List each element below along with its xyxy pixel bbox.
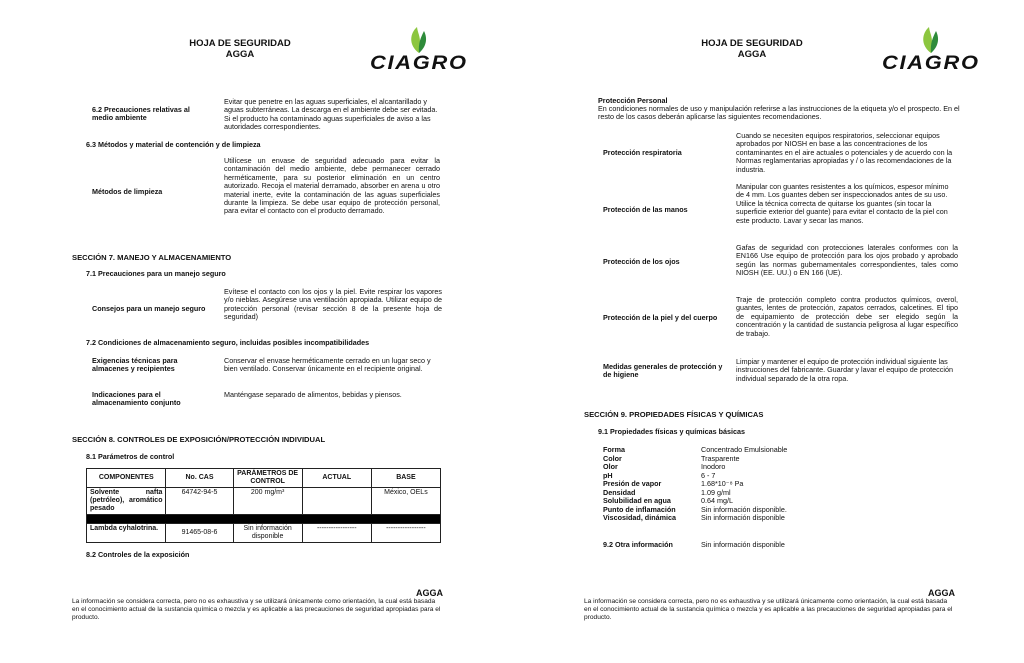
- cell-cas: 64742-94-5: [166, 488, 233, 515]
- ciagro-logo: [882, 25, 982, 73]
- property-row: pH 6 - 7: [603, 470, 716, 480]
- hygiene-text: Limpiar y mantener el equipo de protección individual siguiente las instrucciones del fabricante. Guardar y lavar el equipo de protección individual separado de la otra ropa.: [736, 357, 953, 383]
- sec8-heading: SECCIÓN 8. CONTROLES DE EXPOSICIÓN/PROTECCIÓN INDIVIDUAL: [72, 435, 326, 444]
- s62-label: 6.2 Precauciones relativas al medio ambiente: [92, 105, 190, 123]
- footer-disclaimer: La información se considera correcta, pero no es exhaustiva y se utilizará únicamente como orientación, la cual está basada en el conocimiento actual de la sustancia química o mezcla y es aplicable a las precauciones de seguridad apropiadas para el producto.: [584, 598, 953, 621]
- s91-heading: 9.1 Propiedades físicas y químicas básicas: [598, 427, 746, 436]
- s72a-label: Exigencias técnicas para almacenes y recipientes: [92, 356, 178, 374]
- property-row: Viscosidad, dinámica Sin información disponible: [603, 513, 785, 522]
- property-row: Color Trasparente: [603, 453, 740, 463]
- table-row: [87, 488, 441, 515]
- cell-actual: [302, 488, 371, 515]
- property-row: Presión de vapor 1.68*10⁻⁸ Pa: [603, 479, 744, 488]
- logo-text: CIAGRO: [370, 53, 468, 74]
- skin-label: Protección de la piel y del cuerpo: [603, 313, 718, 322]
- pp-heading: Protección Personal: [598, 96, 668, 105]
- leaf-icon: [916, 25, 946, 55]
- s71-label: Consejos para un manejo seguro: [92, 304, 206, 313]
- s72b-label: Indicaciones para el almacenamiento conjunto: [92, 390, 181, 408]
- cell-component: Lambda cyhalotrina.: [87, 524, 166, 543]
- resp-label: Protección respiratoria: [603, 148, 682, 157]
- logo-text: CIAGRO: [882, 53, 980, 74]
- cell-component: Solvente nafta (petróleo), aromático pesado: [87, 488, 166, 515]
- property-row: Solubilidad en agua 0.64 mg/L: [603, 496, 733, 505]
- document-title: HOJA DE SEGURIDAD AGGA: [189, 38, 291, 60]
- s71-text: Evítese el contacto con los ojos y la piel. Evite respirar los vapores y/o nieblas. Asegúrese una ventilación apropiada. Utilizar equipo de protección personal (revisar sección 8 de la presente hoja de seguridad): [224, 287, 442, 322]
- control-parameters-table: [86, 468, 441, 543]
- hands-text: Manipular con guantes resistentes a los químicos, espesor mínimo de 4 mm. Los guantes deben ser inspeccionados antes de su uso. Utilice la técnica correcta de quitarse los guantes (sin tocar la superficie exterior del guante) para evitar el contacto de la piel con este producto. Lavar y secar las manos.: [736, 182, 949, 225]
- leaf-icon: [404, 25, 434, 55]
- s81-heading: 8.1 Parámetros de control: [86, 452, 175, 461]
- property-row: Forma Concentrado Emulsionable: [603, 445, 788, 454]
- property-row: Densidad 1.09 g/ml: [603, 487, 731, 497]
- eyes-label: Protección de los ojos: [603, 257, 680, 266]
- footer-product: AGGA: [928, 588, 955, 598]
- properties-list: [603, 446, 903, 523]
- cell-base: México, OELs: [371, 488, 440, 515]
- cell-actual: -----------------: [302, 524, 371, 543]
- s92-value: Sin información disponible: [701, 540, 785, 549]
- col-header: BASE: [371, 469, 440, 488]
- s72-heading: 7.2 Condiciones de almacenamiento seguro, incluidas posibles incompatibilidades: [86, 338, 370, 347]
- document-title: HOJA DE SEGURIDAD AGGA: [701, 38, 803, 60]
- right-page: [512, 0, 1024, 663]
- s71-heading: 7.1 Precauciones para un manejo seguro: [86, 269, 226, 278]
- eyes-text: Gafas de seguridad con protecciones laterales conformes con la EN166 Use equipo de protección para los ojos probado y aprobado según las normas gubernamentales correspondientes, tales como NIOSH (EE. UU.) o EN 166 (UE).: [736, 243, 958, 278]
- pp-intro: En condiciones normales de uso y manipulación referirse a las instrucciones de la etiqueta y/o el prospecto. En el resto de los casos deberán aplicarse las siguientes recomendaciones.: [598, 104, 960, 122]
- col-header: PARÁMETROS DE CONTROL: [233, 469, 302, 488]
- sec9-heading: SECCIÓN 9. PROPIEDADES FÍSICAS Y QUÍMICAS: [584, 410, 764, 419]
- footer-product: AGGA: [416, 588, 443, 598]
- skin-text: Traje de protección completo contra productos químicos, overol, guantes, lentes de protección, zapatos cerrados, calcetines. El tipo de equipamiento de protección debe ser elegido según la concentración y la cantidad de sustancia peligrosa al lugar específico de trabajo.: [736, 295, 958, 338]
- s92-label: 9.2 Otra información: [603, 540, 673, 549]
- property-row: Punto de inflamación Sin información disponible.: [603, 504, 787, 514]
- hands-label: Protección de las manos: [603, 205, 688, 214]
- col-header: ACTUAL: [302, 469, 371, 488]
- s82-heading: 8.2 Controles de la exposición: [86, 550, 190, 559]
- s63-label: Métodos de limpieza: [92, 187, 163, 196]
- property-row: Olor Inodoro: [603, 462, 726, 471]
- s63-heading: 6.3 Métodos y material de contención y de limpieza: [86, 140, 261, 149]
- sec7-heading: SECCIÓN 7. MANEJO Y ALMACENAMIENTO: [72, 253, 232, 262]
- hygiene-label: Medidas generales de protección y de higiene: [603, 362, 723, 380]
- s92-row: [603, 541, 785, 550]
- ciagro-logo: [370, 25, 470, 73]
- col-header: COMPONENTES: [87, 469, 166, 488]
- s72a-text: Conservar el envase herméticamente cerrado en un lugar seco y bien ventilado. Conservar únicamente en el recipiente original.: [224, 356, 431, 374]
- s62-text: Evitar que penetre en las aguas superficiales, el alcantarillado y aguas subterráneas. La descarga en el ambiente debe ser evitada. Si el producto ha contaminado aguas superficiales de aviso a las autoridades correspondientes.: [224, 97, 438, 132]
- table-separator-row: [87, 515, 441, 524]
- table-header-row: [87, 469, 441, 488]
- cell-base: -----------------: [371, 524, 440, 543]
- footer-disclaimer: La información se considera correcta, pero no es exhaustiva y se utilizará únicamente como orientación, la cual está basada en el conocimiento actual de la sustancia química o mezcla y es aplicable a las precauciones de seguridad apropiadas para el producto.: [72, 598, 441, 621]
- resp-text: Cuando se necesiten equipos respiratorios, seleccionar equipos aprobados por NIOSH en base a las concentraciones de los contaminantes en el aire actuales o potenciales y de acuerdo con la Normas reglamentarias apropiadas y / o las recomendaciones de la industria.: [736, 131, 953, 174]
- s63-text: Utilícese un envase de seguridad adecuado para evitar la contaminación del medio ambiente, debe permanecer cerrado herméticamente, para su posterior eliminación en un centro autorizado. Recoja el material derramado, absorber en arena u otro material inerte, evite la contaminación de las aguas superficiales durante la limpieza. Se debe usar equipo de protección personal, para evitar el contacto con el producto derramado.: [224, 156, 440, 216]
- cell-cas: 91465-08-6: [166, 524, 233, 543]
- col-header: No. CAS: [166, 469, 233, 488]
- cell-param: Sin información disponible: [233, 524, 302, 543]
- table-row: [87, 524, 441, 543]
- s72b-text: Manténgase separado de alimentos, bebidas y piensos.: [224, 390, 402, 399]
- cell-param: 200 mg/m³: [233, 488, 302, 515]
